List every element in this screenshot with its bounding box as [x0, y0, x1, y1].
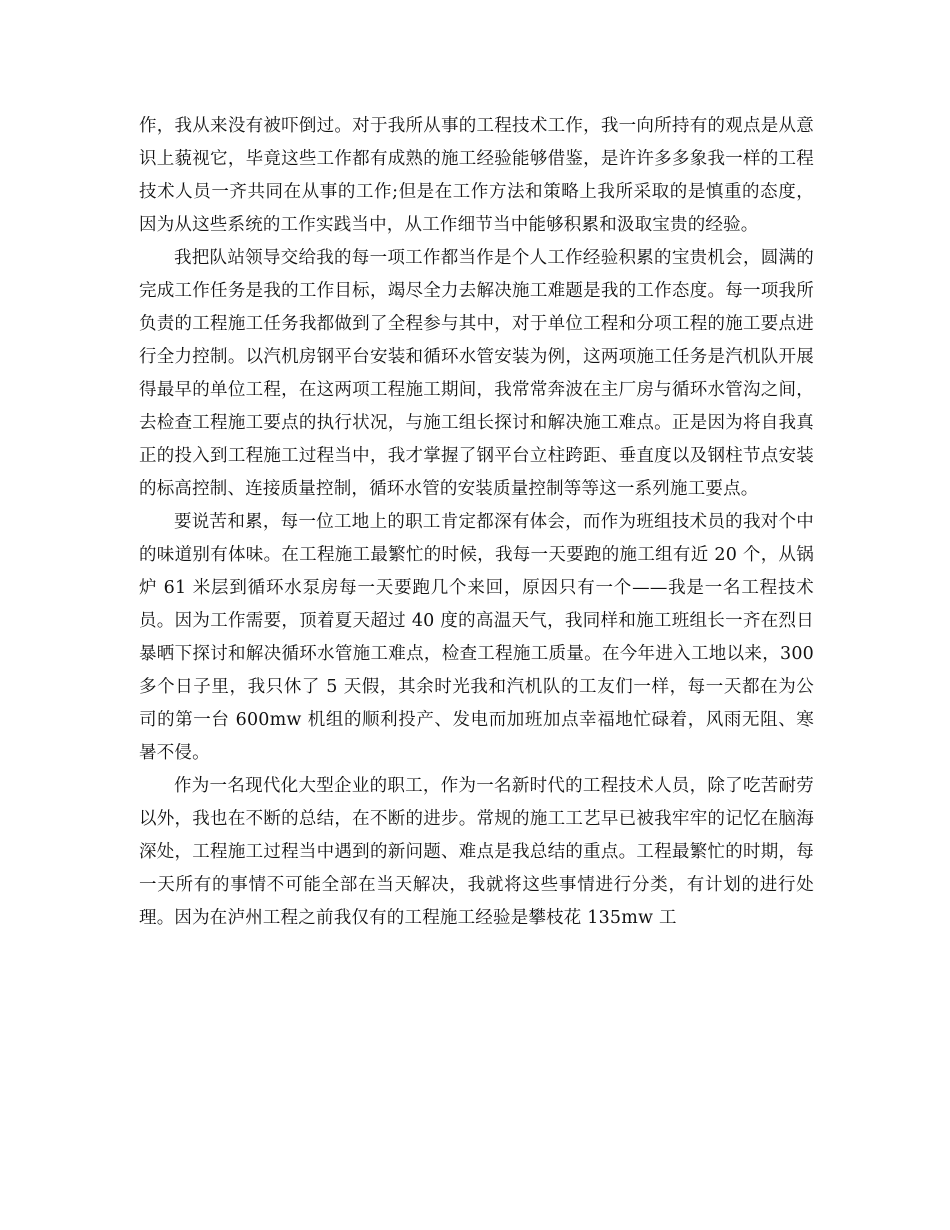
paragraph: 作为一名现代化大型企业的职工，作为一名新时代的工程技术人员，除了吃苦耐劳以外，我也在不断的总结，在不断的进步。常规的施工工艺早已被我牢牢的记忆在脑海深处，工程施工过程当中遇到的新问题、难点是我总结的重点。工程最繁忙的时期，每一天所有的事情不可能全部在当天解决，我就将这些事情进行分类，有计划的进行处理。因为在泸州工程之前我仅有的工程施工经验是攀枝花 135mw 工	[139, 776, 814, 928]
paragraph: 我把队站领导交给我的每一项工作都当作是个人工作经验积累的宝贵机会，圆满的完成工作任务是我的工作目标，竭尽全力去解决施工难题是我的工作态度。每一项我所负责的工程施工任务我都做到了全程参与其中，对于单位工程和分项工程的施工要点进行全力控制。以汽机房钢平台安装和循环水管安装为例，这两项施工任务是汽机队开展得最早的单位工程，在这两项工程施工期间，我常常奔波在主厂房与循环水管沟之间，去检查工程施工要点的执行状况，与施工组长探讨和解决施工难点。正是因为将自我真正的投入到工程施工过程当中，我才掌握了钢平台立柱跨距、垂直度以及钢柱节点安装的标高控制、连接质量控制，循环水管的安装质量控制等等这一系列施工要点。	[139, 248, 814, 499]
paragraph: 要说苦和累，每一位工地上的职工肯定都深有体会，而作为班组技术员的我对个中的味道别有体味。在工程施工最繁忙的时候，我每一天要跑的施工组有近 20 个，从锅炉 61 米层到循环水泵房每一天要跑几个来回，原因只有一个——我是一名工程技术员。因为工作需要，顶着夏天超过 40 度的高温天气，我同样和施工班组长一齐在烈日暴晒下探讨和解决循环水管施工难点，检查工程施工质量。在今年进入工地以来，300 多个日子里，我只休了 5 天假，其余时光我和汽机队的工友们一样，每一天都在为公司的第一台 600mw 机组的顺利投产、发电而加班加点幸福地忙碌着，风雨无阻、寒暑不侵。	[139, 512, 814, 763]
paragraph-continuation: 作，我从来没有被吓倒过。对于我所从事的工程技术工作，我一向所持有的观点是从意识上藐视它，毕竟这些工作都有成熟的施工经验能够借鉴，是许许多多象我一样的工程技术人员一齐共同在从事的工作;但是在工作方法和策略上我所采取的是慎重的态度，因为从这些系统的工作实践当中，从工作细节当中能够积累和汲取宝贵的经验。	[139, 116, 814, 235]
document-body	[139, 110, 814, 935]
